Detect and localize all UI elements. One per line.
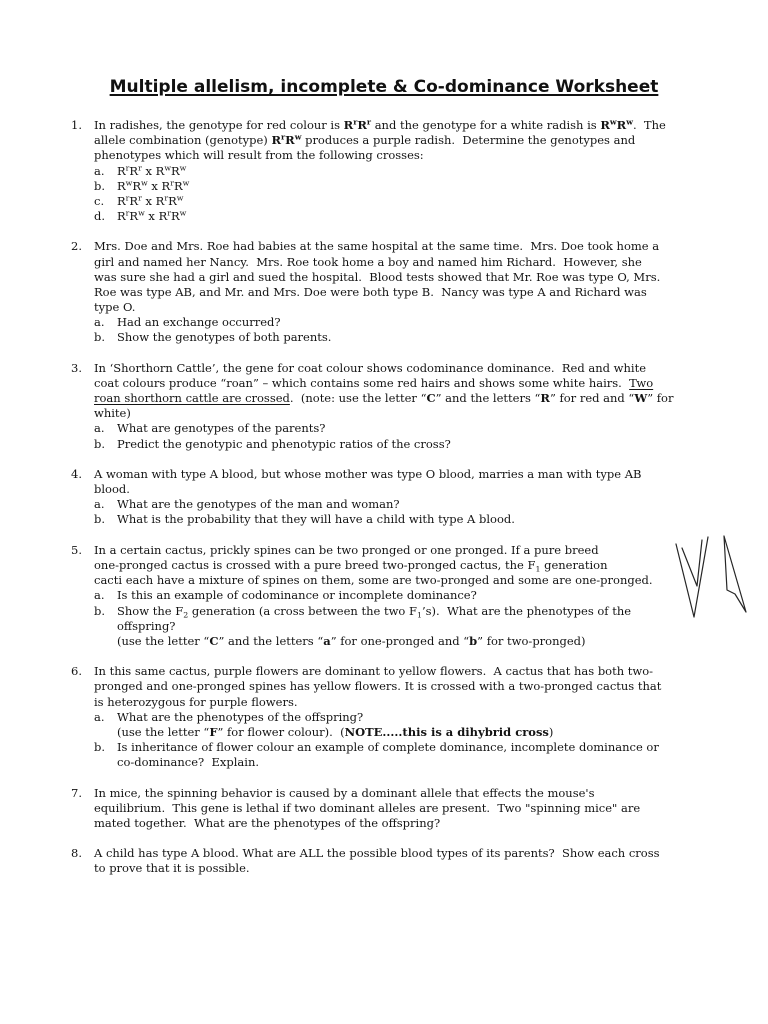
question-4 (71, 467, 711, 528)
question-5-part-a (94, 588, 711, 603)
part-label: c. (94, 193, 105, 208)
text-run: ” and the letters “ (218, 633, 324, 648)
text-run: x R (147, 178, 171, 193)
question-1-part-d (94, 209, 711, 224)
text-line (117, 497, 711, 512)
text-line (94, 482, 711, 497)
text-run: R (129, 193, 139, 208)
line-text (117, 740, 659, 755)
superscript: w (164, 163, 171, 173)
line-text (117, 512, 515, 527)
bold-text: a (323, 633, 331, 648)
text-line (94, 255, 711, 270)
bold-text: R (285, 133, 295, 148)
question-text (94, 786, 711, 832)
text-run: R (129, 209, 139, 224)
part-text (117, 512, 711, 527)
bold-superscript: w (609, 117, 617, 127)
question-4-part-b (94, 512, 711, 527)
text-line (117, 194, 711, 209)
text-line (94, 801, 711, 816)
text-line (117, 634, 711, 649)
question-text (94, 543, 711, 649)
part-text (117, 315, 711, 330)
line-text (94, 543, 599, 558)
part-text (117, 164, 711, 179)
question-8 (71, 846, 711, 876)
superscript: w (138, 208, 145, 218)
text-run: ” for one-pronged and “ (330, 633, 470, 648)
text-run: produces a purple radish. Determine the genotypes and (301, 133, 636, 148)
bold-text: R (616, 118, 627, 132)
text-run: phenotypes which will result from the following crosses: (94, 148, 424, 163)
line-text (117, 164, 186, 179)
superscript: r (125, 193, 130, 203)
line-text (94, 816, 440, 831)
line-text (117, 315, 281, 330)
text-run: R (117, 163, 126, 178)
bold-text: NOTE.....this is a dihybrid cross (344, 724, 549, 739)
text-run: Mrs. Doe and Mrs. Roe had babies at the same hospital at the same time. Mrs. Doe took home a (94, 239, 660, 254)
text-run: offspring? (117, 618, 176, 633)
line-text (94, 376, 653, 391)
text-run: What are genotypes of the parents? (117, 421, 326, 436)
text-line (117, 588, 711, 603)
line-text (94, 861, 250, 876)
line-text (94, 285, 647, 300)
superscript: w (125, 178, 133, 188)
text-line (94, 695, 711, 710)
text-line (94, 467, 711, 482)
line-text (94, 391, 673, 406)
text-run: Show the F (117, 603, 184, 618)
bold-superscript: r (281, 132, 286, 142)
text-run: x R (141, 163, 165, 178)
part-label: a. (94, 315, 105, 330)
line-text (117, 619, 175, 634)
line-text (117, 497, 400, 512)
text-run: ” for flower colour). ( (217, 724, 345, 739)
part-text (117, 588, 711, 603)
text-run: R (117, 178, 126, 193)
subscript: 1 (535, 564, 541, 574)
superscript: r (125, 208, 130, 218)
question-2-part-b (94, 330, 711, 345)
text-run: ) (548, 724, 554, 739)
text-line (94, 846, 711, 861)
superscript: w (176, 193, 184, 203)
text-line (117, 740, 711, 755)
text-line (94, 558, 711, 573)
text-run: R (117, 209, 126, 224)
text-line (117, 512, 711, 527)
text-run: ” and the letters “ (435, 391, 541, 406)
text-run: Roe was type AB, and Mr. and Mrs. Doe were both type B. Nancy was type A and Richard was (94, 284, 647, 299)
text-line (117, 710, 711, 725)
part-label: b. (94, 740, 106, 755)
text-run: is heterozygous for purple flowers. (94, 694, 298, 709)
question-text (94, 118, 711, 224)
question-text (94, 846, 711, 876)
text-line (94, 148, 711, 163)
question-7 (71, 786, 711, 832)
part-label: a. (94, 709, 105, 724)
superscript: r (164, 193, 169, 203)
text-run: R (117, 193, 126, 208)
part-text (117, 421, 711, 436)
superscript: r (125, 163, 130, 173)
text-run: to prove that it is possible. (94, 861, 250, 876)
line-text (94, 846, 660, 861)
question-1-part-a (94, 164, 711, 179)
part-text (117, 740, 711, 770)
text-run: (use the letter “ (117, 633, 210, 648)
line-text (117, 588, 477, 603)
text-run: x R (141, 193, 165, 208)
text-run: A child has type A blood. What are ALL the possible blood types of its parents? Show each cross (94, 846, 660, 861)
question-list (71, 118, 711, 877)
question-number: 3. (71, 360, 82, 375)
text-run: type O. (94, 300, 136, 315)
text-line (94, 679, 711, 694)
part-text (117, 437, 711, 452)
superscript: w (182, 178, 190, 188)
text-run: . (note: use the letter “ (289, 391, 427, 406)
question-6-part-a (94, 710, 711, 740)
text-run: allele combination (genotype) (94, 133, 272, 148)
text-run: ’s). What are the phenotypes of the (421, 603, 632, 618)
text-line (94, 133, 711, 148)
text-line (94, 861, 711, 876)
question-number: 7. (71, 785, 82, 800)
text-line (117, 725, 711, 740)
question-1-part-c (94, 194, 711, 209)
text-run: R (129, 163, 139, 178)
text-run: R (132, 178, 142, 193)
line-text (94, 148, 424, 163)
subscript: 1 (416, 609, 422, 619)
part-label: a. (94, 163, 105, 178)
superscript: r (138, 163, 142, 173)
text-line (117, 604, 711, 619)
text-line (117, 164, 711, 179)
bold-superscript: w (294, 132, 302, 142)
text-run: pronged and one-pronged spines has yellow flowers. It is crossed with a two-pronged cactus that (94, 679, 662, 694)
question-3-part-a (94, 421, 711, 436)
text-run: What is the probability that they will have a child with type A blood. (117, 512, 515, 527)
line-text (117, 179, 189, 194)
text-run: A woman with type A blood, but whose mother was type O blood, marries a man with type AB (94, 466, 642, 481)
question-3 (71, 361, 711, 452)
question-number: 4. (71, 466, 82, 481)
text-run: R (171, 209, 180, 224)
text-run: x R (144, 209, 168, 224)
bold-superscript: r (353, 117, 358, 127)
text-line (94, 361, 711, 376)
superscript: r (138, 193, 142, 203)
question-6-part-b (94, 740, 711, 770)
text-line (94, 300, 711, 315)
line-text (117, 194, 183, 209)
part-label: a. (94, 421, 105, 436)
text-run: (use the letter “ (117, 724, 210, 739)
question-number: 2. (71, 239, 82, 254)
line-text (117, 421, 325, 436)
part-text (117, 209, 711, 224)
question-5 (71, 543, 711, 649)
text-run: generation (a cross between the two F (188, 603, 417, 618)
text-line (94, 239, 711, 254)
line-text (117, 437, 451, 452)
line-text (117, 755, 259, 770)
text-line (94, 816, 711, 831)
question-number: 5. (71, 542, 82, 557)
bold-text: R (343, 118, 354, 132)
superscript: w (179, 163, 187, 173)
question-6 (71, 664, 711, 770)
text-run: ” for (647, 391, 674, 406)
text-run: What are the genotypes of the man and woman? (117, 497, 400, 512)
text-run: ” for red and “ (549, 391, 635, 406)
line-text (94, 467, 642, 482)
underlined-text: roan shorthorn cattle are crossed (94, 391, 290, 406)
line-text (94, 664, 653, 679)
text-run: In a certain cactus, prickly spines can be two pronged or one pronged. If a pure breed (94, 542, 599, 557)
bold-superscript: w (626, 117, 633, 127)
line-text (94, 558, 607, 573)
one-pronged-spine-drawing (724, 536, 746, 612)
text-line (94, 270, 711, 285)
text-run: blood. (94, 482, 130, 497)
text-line (117, 619, 711, 634)
line-text (94, 270, 660, 285)
question-4-part-a (94, 497, 711, 512)
line-text (117, 604, 631, 619)
bold-text: R (600, 118, 610, 132)
text-line (117, 315, 711, 330)
text-line (94, 573, 711, 588)
text-line (117, 209, 711, 224)
line-text (94, 361, 646, 376)
text-run: generation (540, 557, 608, 572)
text-run: ” for two-pronged) (477, 633, 586, 648)
bold-text: b (469, 633, 478, 648)
superscript: r (170, 178, 174, 188)
part-text (117, 604, 711, 650)
line-text (117, 710, 363, 725)
line-text (94, 133, 635, 148)
text-run: girl and named her Nancy. Mrs. Roe took home a boy and named him Richard. However, she (94, 254, 642, 269)
text-run: Show the genotypes of both parents. (117, 330, 332, 345)
text-run: R (168, 193, 177, 208)
line-text (94, 679, 661, 694)
superscript: w (179, 208, 187, 218)
text-run: one-pronged cactus is crossed with a pure breed two-pronged cactus, the F (94, 557, 536, 572)
part-text (117, 194, 711, 209)
part-label: a. (94, 497, 105, 512)
text-line (94, 118, 711, 133)
line-text (94, 300, 135, 315)
text-run: coat colours produce “roan” – which contains some red hairs and shows some white hairs. (94, 375, 630, 390)
text-run: Is inheritance of flower colour an example of complete dominance, incomplete dominance or (117, 740, 659, 755)
text-run: R (173, 178, 183, 193)
text-run: In radishes, the genotype for red colour is (94, 118, 344, 132)
question-5-part-b (94, 604, 711, 650)
question-1 (71, 118, 711, 224)
bold-text: C (426, 391, 436, 406)
text-line (117, 421, 711, 436)
part-label: b. (94, 330, 106, 345)
question-text (94, 361, 711, 452)
text-run: equilibrium. This gene is lethal if two dominant alleles are present. Two "spinning mice" are (94, 800, 641, 815)
part-text (117, 179, 711, 194)
line-text (94, 573, 653, 588)
bold-text: W (634, 391, 648, 406)
text-line (94, 406, 711, 421)
question-2-part-a (94, 315, 711, 330)
line-text (94, 118, 666, 133)
bold-text: R (357, 118, 367, 132)
superscript: w (141, 178, 148, 188)
text-run: In ‘Shorthorn Cattle’, the gene for coat colour shows codominance dominance. Red and white (94, 360, 647, 375)
text-run: In mice, the spinning behavior is caused by a dominant allele that effects the mouse's (94, 785, 595, 800)
part-text (117, 710, 711, 740)
text-run: and the genotype for a white radish is (371, 118, 601, 132)
line-text (94, 695, 298, 710)
bold-text: F (209, 724, 218, 739)
line-text (94, 239, 659, 254)
question-2 (71, 239, 711, 345)
question-text (94, 239, 711, 345)
text-run: Predict the genotypic and phenotypic ratios of the cross? (117, 436, 451, 451)
text-run: was sure she had a girl and sued the hospital. Blood tests showed that Mr. Roe was type O, Mrs. (94, 269, 661, 284)
part-text (117, 497, 711, 512)
text-line (94, 376, 711, 391)
text-run: Is this an example of codominance or incomplete dominance? (117, 588, 477, 603)
part-label: d. (94, 209, 106, 224)
text-line (94, 664, 711, 679)
superscript: r (167, 208, 171, 218)
line-text (94, 801, 640, 816)
text-line (117, 179, 711, 194)
worksheet-title: Multiple allelism, incomplete & Co-dominance Worksheet (109, 77, 659, 97)
line-text (94, 255, 642, 270)
text-run: R (171, 163, 180, 178)
question-1-part-b (94, 179, 711, 194)
line-text (117, 209, 186, 224)
line-text (94, 482, 130, 497)
handwritten-spine-sketch (668, 530, 758, 625)
question-number: 6. (71, 664, 82, 679)
part-label: b. (94, 178, 106, 193)
bold-text: R (540, 391, 550, 406)
text-line (117, 437, 711, 452)
part-label: b. (94, 436, 106, 451)
question-text (94, 664, 711, 770)
text-line (94, 285, 711, 300)
question-3-part-b (94, 437, 711, 452)
bold-text: C (209, 633, 219, 648)
part-text (117, 330, 711, 345)
text-line (94, 543, 711, 558)
part-label: b. (94, 603, 106, 618)
question-text (94, 467, 711, 528)
text-run: co-dominance? Explain. (117, 755, 260, 770)
text-run: cacti each have a mixture of spines on them, some are two-pronged and some are one-pronged. (94, 573, 653, 588)
part-label: a. (94, 588, 105, 603)
bold-text: R (271, 133, 281, 148)
text-line (94, 786, 711, 801)
line-text (117, 330, 331, 345)
question-number: 8. (71, 846, 82, 861)
line-text (94, 786, 595, 801)
line-text (94, 406, 131, 421)
text-run: mated together. What are the phenotypes of the offspring? (94, 815, 441, 830)
subscript: 2 (183, 609, 189, 619)
part-label: b. (94, 512, 106, 527)
text-run: . The (632, 118, 666, 132)
text-run: Had an exchange occurred? (117, 315, 281, 330)
line-text (117, 725, 553, 740)
text-run: white) (94, 406, 131, 421)
two-pronged-spine-drawing (676, 537, 708, 617)
text-run: What are the phenotypes of the offspring? (117, 709, 364, 724)
text-line (117, 755, 711, 770)
bold-superscript: r (366, 117, 372, 127)
line-text (117, 634, 586, 649)
text-run: In this same cactus, purple flowers are dominant to yellow flowers. A cactus that has both two- (94, 664, 654, 679)
text-line (94, 391, 711, 406)
question-number: 1. (71, 118, 82, 132)
text-line (117, 330, 711, 345)
underlined-text: Two (629, 375, 654, 390)
